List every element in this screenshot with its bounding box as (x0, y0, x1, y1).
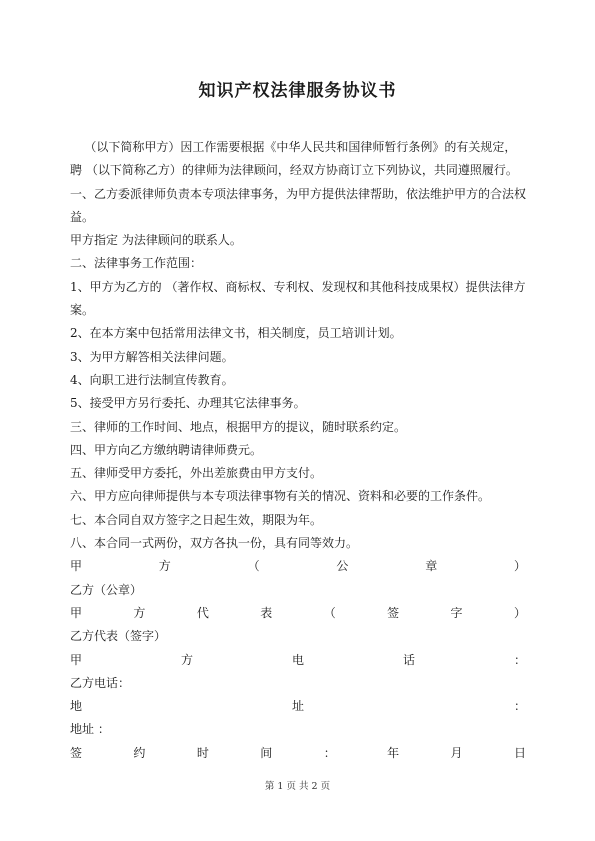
clause-1: 一、乙方委派律师负责本专项法律事务，为甲方提供法律帮助，依法维护甲方的合法权益。 (70, 186, 527, 224)
scope-item-1: 1、甲方为乙方的 （著作权、商标权、专利权、发现权和其他科技成果权）提供法律方案。 (70, 279, 526, 318)
page-number-footer: 第 1 页 共 2 页 (264, 781, 331, 792)
scope-item-3: 3、为甲方解答相关法律问题。 (70, 349, 234, 364)
paragraph-intro: （以下简称甲方）因工作需要根据《中华人民共和国律师暂行条例》的有关规定，聘 （以下简称乙方）的律师为法律顾问，经双方协商订立下列协议，共同遵照履行。 (70, 140, 518, 178)
document-title: 知识产权法律服务协议书 (198, 81, 397, 101)
address-b-line: 地址 ： (70, 722, 110, 737)
clause-4: 四、甲方向乙方缴纳聘请律师费元。 (70, 442, 263, 457)
clause-5: 五、律师受甲方委托，外出差旅费由甲方支付。 (70, 466, 323, 481)
party-b-phone-line: 乙方电话： (70, 675, 131, 690)
party-a-seal-line: 甲 方 （ 公 章 ） (70, 559, 526, 574)
scope-item-5: 5、接受甲方另行委托、办理其它法律事务。 (70, 396, 306, 411)
party-b-seal-line: 乙方（公章） (70, 582, 143, 597)
address-a-line: 地 址 ： (70, 699, 526, 714)
party-a-rep-line: 甲 方 代 表 （ 签 字 ） (70, 605, 526, 620)
sign-date-line: 签 约 时 间 ： 年 月 日 (70, 745, 526, 760)
clause-2-heading: 二、法律事务工作范围： (70, 256, 203, 271)
scope-item-2: 2、在本方案中包括常用法律文书，相关制度，员工培训计划。 (70, 326, 402, 341)
contact-person-line: 甲方指定 为法律顾问的联系人。 (70, 233, 242, 248)
clause-8: 八、本合同一式两份，双方各执一份，具有同等效力。 (70, 536, 359, 551)
clause-3: 三、律师的工作时间、地点，根据甲方的提议，随时联系约定。 (70, 419, 407, 434)
party-b-rep-line: 乙方代表（签字） (70, 629, 167, 644)
scope-item-4: 4、向职工进行法制宣传教育。 (70, 372, 234, 387)
clause-6: 六、甲方应向律师提供与本专项法律事物有关的情况、资料和必要的工作条件。 (70, 489, 491, 504)
clause-7: 七、本合同自双方签字之日起生效，期限为年。 (70, 512, 323, 527)
party-a-phone-line: 甲 方 电 话 ： (70, 652, 526, 667)
document-body (70, 136, 526, 765)
